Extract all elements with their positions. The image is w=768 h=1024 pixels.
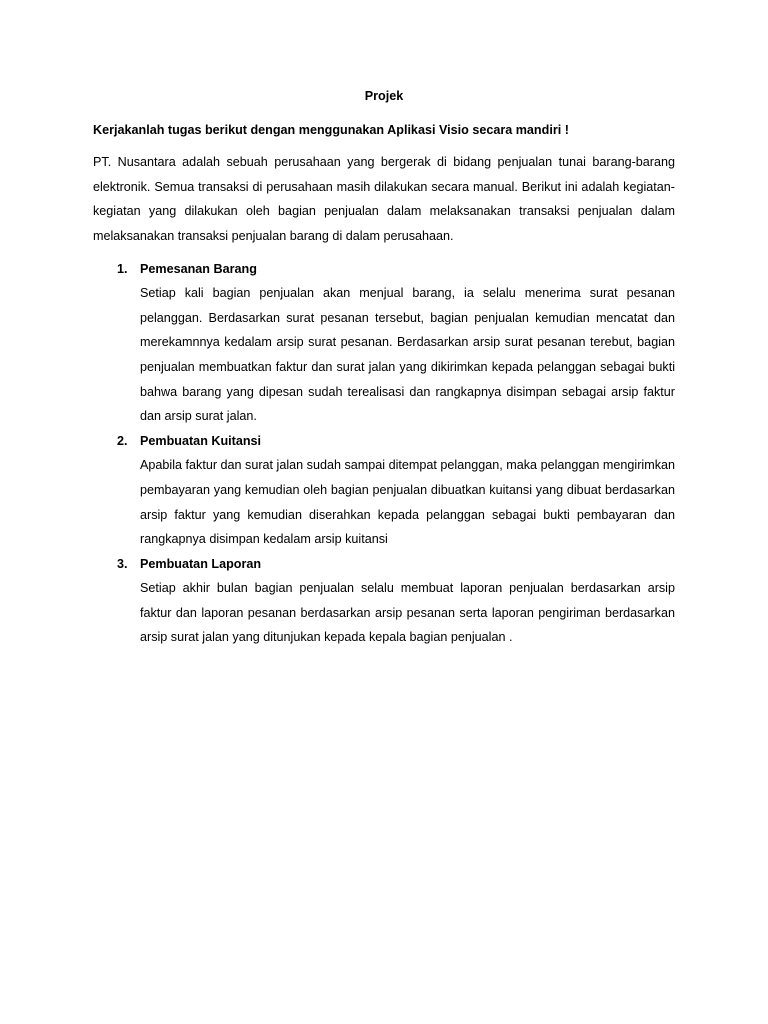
list-item-body: Setiap kali bagian penjualan akan menjual barang, ia selalu menerima surat pesanan pelanggan. Berdasarkan surat pesanan tersebut, bagian penjualan kemudian mencatat dan merekamnnya kedalam arsip surat pesanan. Berdasarkan arsip surat pesanan terebut, bagian penjualan membuatkan faktur dan surat jalan yang dikirimkan kepada pelanggan sebagai bukti bahwa barang yang dipesan sudah terealisasi dan rangkapnya disimpan sebagai arsip faktur dan arsip surat jalan. (140, 286, 675, 424)
list-item-number: 2. (117, 433, 128, 448)
list-item-heading: Pembuatan Kuitansi (140, 433, 262, 448)
list-item (93, 257, 675, 429)
list-item (93, 429, 675, 552)
list-item-number: 3. (117, 556, 128, 571)
list-item-body: Setiap akhir bulan bagian penjualan selalu membuat laporan penjualan berdasarkan arsip faktur dan laporan pesanan berdasarkan arsip pesanan serta laporan pengiriman berdasarkan arsip surat jalan yang ditunjukan kepada kepala bagian penjualan . (140, 581, 675, 645)
list-item-number: 1. (117, 261, 128, 276)
activity-list (93, 257, 675, 651)
list-item-heading: Pemesanan Barang (140, 261, 257, 276)
list-item (93, 552, 675, 650)
list-item-body: Apabila faktur dan surat jalan sudah sampai ditempat pelanggan, maka pelanggan mengirimkan pembayaran yang kemudian oleh bagian penjualan dibuatkan kuitansi yang dibuat berdasarkan arsip faktur yang kemudian diserahkan kepada pelanggan sebagai bukti pembayaran dan rangkapnya disimpan kedalam arsip kuitansi (140, 458, 675, 547)
intro-paragraph: PT. Nusantara adalah sebuah perusahaan yang bergerak di bidang penjualan tunai barang-barang elektronik. Semua transaksi di perusahaan masih dilakukan secara manual. Berikut ini adalah kegiatan-kegiatan yang dilakukan oleh bagian penjualan dalam melaksanakan transaksi penjualan dalam melaksanakan transaksi penjualan barang di dalam perusahaan. (93, 155, 675, 243)
instruction-text: Kerjakanlah tugas berikut dengan menggunakan Aplikasi Visio secara mandiri ! (93, 122, 569, 137)
document-content (93, 84, 675, 650)
list-item-heading: Pembuatan Laporan (140, 556, 262, 571)
document-title: Projek (364, 89, 404, 103)
